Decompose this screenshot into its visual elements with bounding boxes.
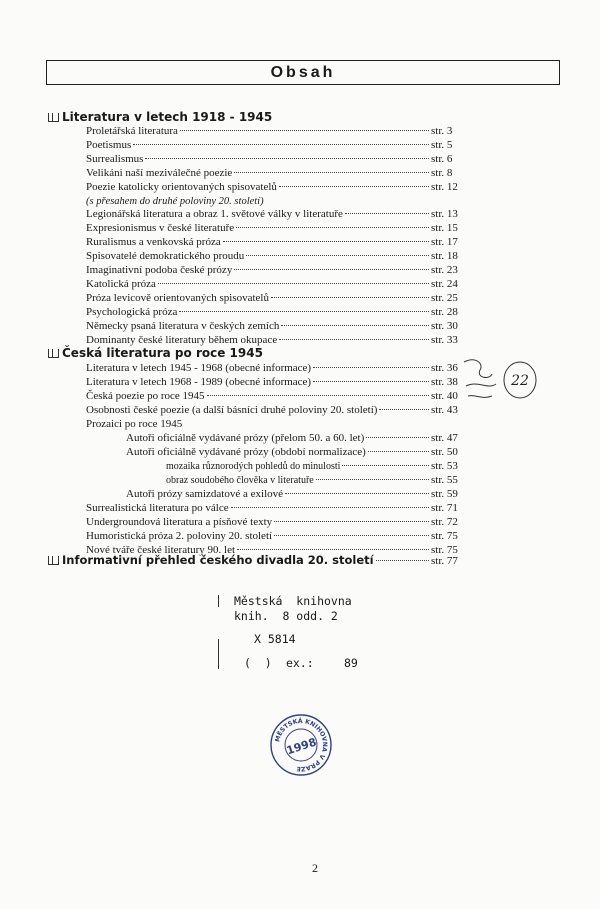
toc-entry: Autoři oficiálně vydávané prózy (přelom 50. a 60. let) str. 47 [126,432,458,444]
stamp-border [218,595,219,607]
page-number: 2 [312,861,318,875]
toc-entry: Katolická próza str. 24 [86,278,458,290]
toc-entry: Proletářská literatura str. 3 [86,125,453,137]
toc-entry: Literatura v letech 1945 - 1968 (obecné informace) str. 36 [86,362,458,374]
section-heading-3: Informativní přehled českého divadla 20. století str. 77 [48,554,463,568]
toc-subheading: Prozaici po roce 1945 [86,418,183,430]
library-round-stamp [269,713,333,777]
toc-entry: Autoři prózy samizdatové a exilové str. 59 [126,488,458,500]
handwritten-annotation [462,350,548,408]
book-icon [48,349,59,358]
toc-entry: Nové tváře české literatury 90. let str. 75 [86,544,458,556]
section-heading-2: Česká literatura po roce 1945 [48,346,263,360]
toc-entry: Expresionismus v české literatuře str. 15 [86,222,458,234]
toc-entry: Velikáni naší meziválečné poezie str. 8 [86,167,453,179]
toc-entry: Osobnosti české poezie (a další básníci druhé poloviny 20. století) str. 43 [86,404,458,416]
toc-entry: Spisovatelé demokratického proudu str. 18 [86,250,458,262]
stamp-border [218,639,219,669]
toc-entry: Literatura v letech 1968 - 1989 (obecné informace) str. 38 [86,376,458,388]
toc-entry: Autoři oficiálně vydávané prózy (období normalizace) str. 50 [126,446,458,458]
stamp-library-name: Městská knihovna [234,594,352,608]
svg-text:1998: 1998 [284,735,319,758]
toc-entry: Imaginativní podoba české prózy str. 23 [86,264,458,276]
toc-entry: Poetismus str. 5 [86,139,453,151]
stamp-ex-label: ex.: [286,656,314,670]
section-heading-1: Literatura v letech 1918 - 1945 [48,110,272,124]
toc-entry: Psychologická próza str. 28 [86,306,458,318]
toc-entry: Česká poezie po roce 1945 str. 40 [86,390,458,402]
page-title: Obsah [46,60,560,85]
book-icon [48,113,59,122]
toc-entry: Undergroundová literatura a písňové texty str. 72 [86,516,458,528]
stamp-paren: ( ) [244,656,272,670]
handwritten-number: 22 [511,373,529,389]
svg-text:MĚSTSKÁ KNIHOVNA V PRAZE: MĚSTSKÁ KNIHOVNA V PRAZE [274,717,329,773]
toc-entry: Dominanty české literatury během okupace str. 33 [86,334,458,346]
toc-entry: Legionářská literatura a obraz 1. světové války v literatuře str. 13 [86,208,458,220]
toc-entry: Ruralismus a venkovská próza str. 17 [86,236,458,248]
book-icon [48,556,59,565]
toc-entry: Surrealismus str. 6 [86,153,453,165]
toc-entry: obraz soudobého člověka v literatuře str. 55 [166,474,458,486]
toc-entry: Německy psaná literatura v českých zemích str. 30 [86,320,458,332]
toc-note: (s přesahem do druhé poloviny 20. století) [86,196,264,207]
toc-entry: Surrealistická literatura po válce str. 71 [86,502,458,514]
toc-entry: Poezie katolicky orientovaných spisovatelů str. 12 [86,181,458,193]
toc-entry: Próza levicově orientovaných spisovatelů str. 25 [86,292,458,304]
toc-entry: mozaika různorodých pohledů do minulosti str. 53 [166,460,458,472]
stamp-shelf-mark: knih. 8 odd. 2 [234,609,338,623]
toc-entry: Humoristická próza 2. poloviny 20. století str. 75 [86,530,458,542]
stamp-signature: X 5814 [254,632,296,646]
stamp-ex-value: 89 [344,656,358,670]
